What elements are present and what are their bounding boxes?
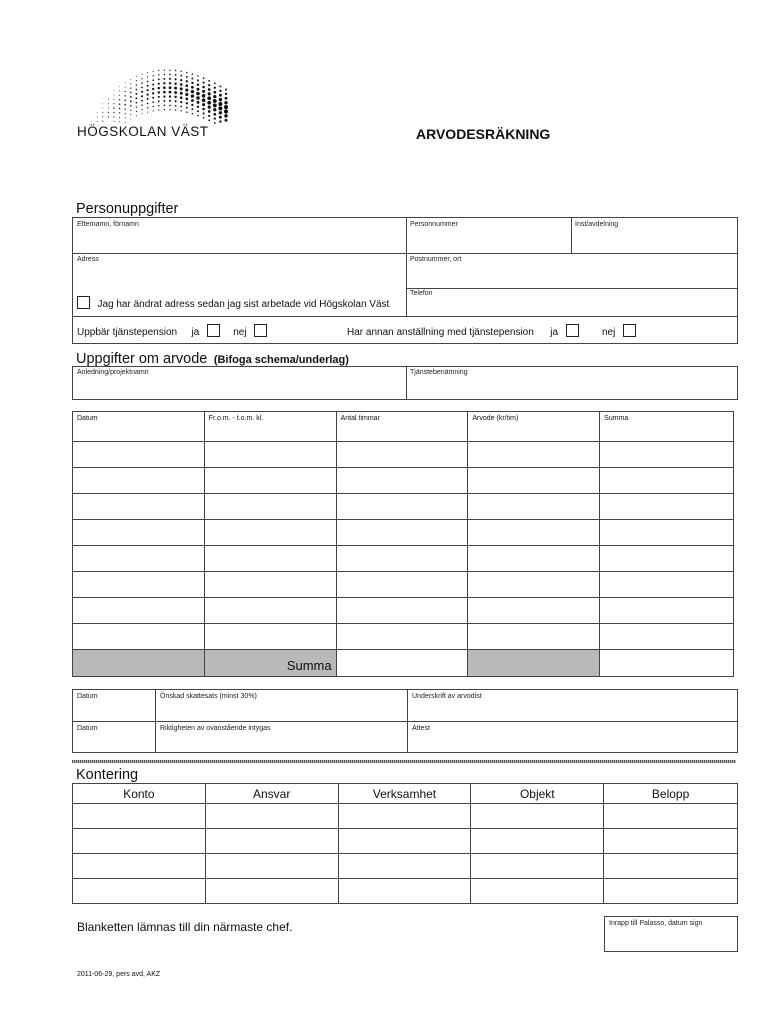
- table-row: [73, 598, 734, 624]
- palasso-field[interactable]: [604, 916, 738, 952]
- table-cell[interactable]: [338, 829, 471, 854]
- phone-field[interactable]: [407, 289, 738, 316]
- table-row: [73, 442, 734, 468]
- table-cell[interactable]: [471, 829, 604, 854]
- kontering-header: [73, 784, 738, 804]
- date1-label: Datum: [77, 693, 98, 700]
- table-cell[interactable]: [73, 520, 205, 546]
- fee-heading-main: Uppgifter om arvode: [76, 351, 208, 367]
- table-cell[interactable]: [600, 572, 734, 598]
- table-cell[interactable]: [73, 804, 206, 829]
- table-cell[interactable]: [204, 468, 336, 494]
- pension-yes-label: ja: [191, 327, 200, 338]
- page-title: ARVODESRÄKNING: [416, 126, 551, 142]
- table-row: [73, 572, 734, 598]
- table-cell[interactable]: [336, 468, 468, 494]
- personal-heading: Personuppgifter: [76, 201, 179, 217]
- table-cell[interactable]: [336, 442, 468, 468]
- table-cell[interactable]: [468, 546, 600, 572]
- name-label: Efternamn, förnamn: [77, 221, 139, 228]
- table-cell[interactable]: [600, 442, 734, 468]
- table-cell[interactable]: [468, 598, 600, 624]
- occasion-label: Anledning/projektnamn: [77, 369, 149, 376]
- pension-yes-checkbox[interactable]: [207, 324, 220, 337]
- sum-hours-cell[interactable]: [336, 650, 468, 677]
- job-title-label: Tjänstebenämning: [410, 369, 468, 376]
- kontering-heading: Kontering: [76, 767, 139, 783]
- changed-address-row: [77, 294, 389, 312]
- table-row: [73, 624, 734, 650]
- name-field[interactable]: [73, 218, 406, 253]
- table-row: [73, 854, 738, 879]
- table-cell[interactable]: [204, 520, 336, 546]
- footer-note: Blanketten lämnas till din närmaste chef.: [77, 920, 293, 934]
- fee-col-time: Fr.o.m. - t.o.m. kl.: [204, 412, 336, 442]
- kontering-col-belopp: Belopp: [604, 784, 738, 804]
- fee-col-hours: Antal timmar: [336, 412, 468, 442]
- sum-total-cell[interactable]: [600, 650, 734, 677]
- table-cell[interactable]: [600, 468, 734, 494]
- table-cell[interactable]: [600, 546, 734, 572]
- pension-label: Uppbär tjänstepension: [77, 327, 178, 338]
- section-divider: [72, 760, 736, 763]
- table-cell[interactable]: [600, 520, 734, 546]
- table-cell[interactable]: [468, 572, 600, 598]
- table-cell[interactable]: [604, 854, 738, 879]
- table-cell[interactable]: [204, 494, 336, 520]
- table-cell[interactable]: [73, 572, 205, 598]
- table-cell[interactable]: [600, 598, 734, 624]
- fee-col-sum: Summa: [600, 412, 734, 442]
- table-cell[interactable]: [205, 829, 338, 854]
- changed-address-checkbox[interactable]: [77, 296, 90, 309]
- logo: [76, 64, 236, 144]
- phone-label: Telefon: [410, 290, 433, 297]
- table-cell[interactable]: [204, 624, 336, 650]
- table-cell[interactable]: [468, 494, 600, 520]
- fee-col-rate: Arvode (kr/tim): [468, 412, 600, 442]
- tax-label: Önskad skattesats (minst 30%): [160, 693, 257, 700]
- fee-heading-bold: (Bifoga schema/underlag): [213, 354, 349, 366]
- table-cell[interactable]: [336, 520, 468, 546]
- table-cell[interactable]: [604, 804, 738, 829]
- attest-label: Attest: [412, 725, 430, 732]
- table-cell[interactable]: [205, 804, 338, 829]
- table-row: [73, 468, 734, 494]
- date2-field[interactable]: [73, 722, 155, 752]
- pension-row: [77, 322, 267, 340]
- table-cell[interactable]: [338, 804, 471, 829]
- kontering-col-objekt: Objekt: [471, 784, 604, 804]
- attest-field[interactable]: [408, 722, 737, 752]
- table-row: [73, 520, 734, 546]
- fee-table: [72, 411, 734, 677]
- table-cell[interactable]: [204, 572, 336, 598]
- other-job-no-checkbox[interactable]: [623, 324, 636, 337]
- fee-table-header: [73, 412, 734, 442]
- other-job-yes-checkbox[interactable]: [566, 324, 579, 337]
- table-cell[interactable]: [336, 494, 468, 520]
- table-cell[interactable]: [73, 624, 205, 650]
- table-cell[interactable]: [468, 624, 600, 650]
- fee-info-box: [72, 366, 738, 400]
- other-job-no-label: nej: [601, 327, 616, 338]
- table-cell[interactable]: [600, 494, 734, 520]
- signature-section: [72, 689, 738, 753]
- certify-field[interactable]: [156, 722, 407, 752]
- address-label: Adress: [77, 256, 99, 263]
- sum-label: Summa: [286, 658, 332, 673]
- table-cell[interactable]: [600, 624, 734, 650]
- table-cell[interactable]: [205, 854, 338, 879]
- table-cell[interactable]: [338, 879, 471, 904]
- table-row: [73, 829, 738, 854]
- postal-field[interactable]: [407, 254, 738, 288]
- table-cell[interactable]: [471, 854, 604, 879]
- occasion-field[interactable]: [73, 367, 406, 399]
- table-row: [73, 804, 738, 829]
- table-cell[interactable]: [204, 442, 336, 468]
- table-cell[interactable]: [468, 442, 600, 468]
- kontering-col-konto: Konto: [73, 784, 206, 804]
- personnummer-field[interactable]: [407, 218, 571, 253]
- date1-field[interactable]: [73, 690, 155, 721]
- inst-field[interactable]: [572, 218, 738, 253]
- table-cell[interactable]: [336, 598, 468, 624]
- other-job-row: [347, 322, 636, 340]
- table-cell[interactable]: [604, 879, 738, 904]
- table-cell[interactable]: [73, 546, 205, 572]
- personal-section: [72, 217, 738, 344]
- table-row: [73, 879, 738, 904]
- table-cell[interactable]: [336, 624, 468, 650]
- job-title-field[interactable]: [407, 367, 737, 399]
- fee-col-datum: Datum: [73, 412, 205, 442]
- changed-address-label: Jag har ändrat adress sedan jag sist arbetade vid Högskolan Väst: [97, 299, 390, 310]
- address-field[interactable]: [73, 254, 406, 289]
- table-row: [73, 546, 734, 572]
- date2-label: Datum: [77, 725, 98, 732]
- table-cell[interactable]: [204, 546, 336, 572]
- pension-no-label: nej: [233, 327, 247, 338]
- table-cell[interactable]: [73, 829, 206, 854]
- table-cell[interactable]: [205, 879, 338, 904]
- table-cell[interactable]: [73, 598, 205, 624]
- logo-text: HÖGSKOLAN VÄST: [77, 124, 209, 139]
- table-cell[interactable]: [468, 520, 600, 546]
- other-job-yes-label: ja: [550, 327, 559, 338]
- table-cell[interactable]: [73, 854, 206, 879]
- kontering-col-verksamhet: Verksamhet: [338, 784, 471, 804]
- table-cell[interactable]: [471, 879, 604, 904]
- table-cell[interactable]: [204, 598, 336, 624]
- table-cell[interactable]: [73, 879, 206, 904]
- table-cell[interactable]: [73, 494, 205, 520]
- kontering-table: [72, 783, 738, 904]
- sign-label: Underskrift av arvodist: [412, 693, 482, 700]
- sum-label-cell: [204, 650, 336, 677]
- logo-dots-graphic: [76, 64, 236, 126]
- table-cell[interactable]: [336, 572, 468, 598]
- sum-row: [73, 650, 734, 677]
- certify-label: Riktigheten av ovanstående intygas: [160, 725, 271, 732]
- personnummer-label: Personnummer: [410, 221, 458, 228]
- sum-gray-cell: [468, 650, 600, 677]
- table-row: [73, 494, 734, 520]
- pension-no-checkbox[interactable]: [254, 324, 267, 337]
- table-cell[interactable]: [471, 804, 604, 829]
- sign-field[interactable]: [408, 690, 737, 721]
- other-job-label: Har annan anställning med tjänstepension: [347, 327, 534, 338]
- table-cell[interactable]: [338, 854, 471, 879]
- kontering-col-ansvar: Ansvar: [205, 784, 338, 804]
- tax-field[interactable]: [156, 690, 407, 721]
- table-cell[interactable]: [336, 546, 468, 572]
- inst-label: Inst/avdelning: [575, 221, 619, 228]
- table-cell[interactable]: [468, 468, 600, 494]
- palasso-label: Inrapp till Palasso, datum sign: [609, 920, 703, 927]
- version-text: 2011-06-29, pers avd, AKZ: [77, 971, 161, 978]
- postal-label: Postnummer, ort: [410, 256, 462, 263]
- table-cell[interactable]: [604, 829, 738, 854]
- sum-gray-cell: [73, 650, 205, 677]
- table-cell[interactable]: [73, 442, 205, 468]
- table-cell[interactable]: [73, 468, 205, 494]
